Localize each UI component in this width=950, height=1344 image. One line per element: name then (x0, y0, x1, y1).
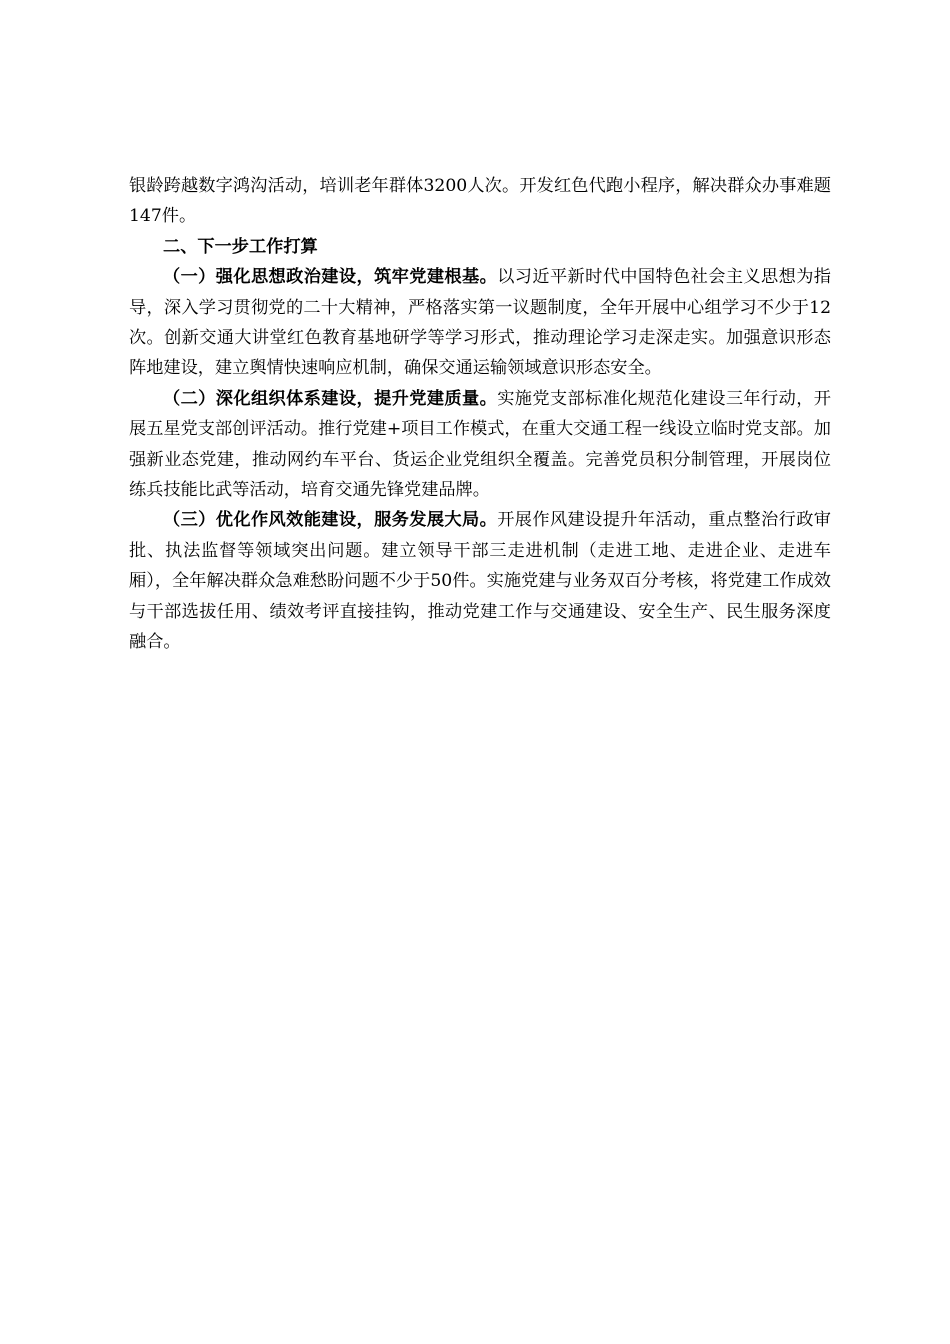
paragraph-lead: （二）深化组织体系建设，提升党建质量。 (163, 388, 498, 409)
section-heading: 二、下一步工作打算 (163, 236, 318, 257)
paragraph-text: 以习近平新时代中国特色社会主义思想为指导，深入学习贯彻党的二十大精神，严格落实第一议题制度，全年开展中心组学习不少于12次。创新交通大讲堂红色教育基地研学等学习形式，推动理论学习走深走实。加强意识形态阵地建设，建立舆情快速响应机制，确保交通运输领域意识形态安全。 (129, 267, 831, 379)
paragraph-lead: （一）强化思想政治建设，筑牢党建根基。 (163, 267, 498, 288)
paragraph-item-2 (129, 384, 831, 506)
document-body (129, 171, 831, 658)
continuation-paragraph: 银龄跨越数字鸿沟活动，培训老年群体3200人次。开发红色代跑小程序，解决群众办事难题147件。 (129, 176, 831, 227)
paragraph-item-3 (129, 505, 831, 657)
paragraph-text: 实施党支部标准化规范化建设三年行动，开展五星党支部创评活动。推行党建+项目工作模式，在重大交通工程一线设立临时党支部。加强新业态党建，推动网约车平台、货运企业党组织全覆盖。完善党员积分制管理，开展岗位练兵技能比武等活动，培育交通先锋党建品牌。 (129, 388, 831, 501)
paragraph-lead: （三）优化作风效能建设，服务发展大局。 (163, 510, 498, 531)
paragraph-text: 开展作风建设提升年活动，重点整治行政审批、执法监督等领域突出问题。建立领导干部三走进机制（走进工地、走进企业、走进车厢），全年解决群众急难愁盼问题不少于50件。实施党建与业务双百分考核，将党建工作成效与干部选拔任用、绩效考评直接挂钩，推动党建工作与交通建设、安全生产、民生服务深度融合。 (129, 510, 831, 653)
paragraph-item-1 (129, 262, 831, 384)
